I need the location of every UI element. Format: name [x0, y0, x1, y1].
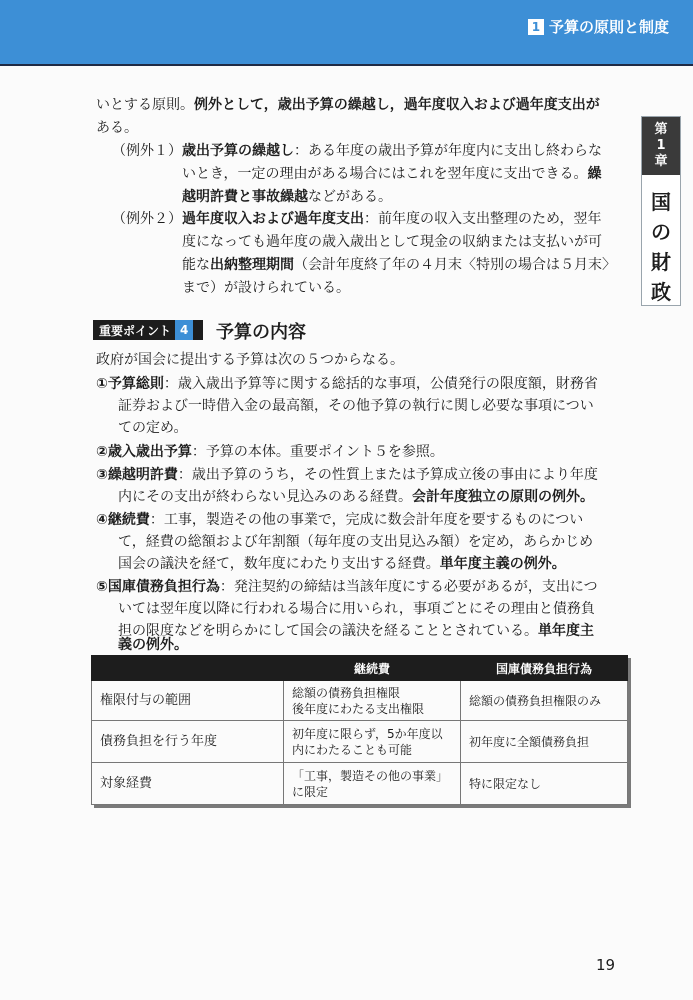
table-header-cell: 国庫債務負担行為 — [461, 656, 628, 681]
table-row — [92, 681, 628, 721]
budget-item-line — [118, 622, 594, 640]
key-point-arrow-icon — [193, 320, 203, 340]
chapter-title — [642, 175, 680, 307]
key-point-label: 重要ポイント — [99, 323, 172, 338]
table-row-label: 債務負担を行う年度 — [92, 721, 284, 763]
exception-emphasis: 越明許費と事故繰越 — [182, 189, 308, 205]
exception-term: 歳出予算の繰越し — [182, 143, 294, 159]
budget-item-emphasis: 単年度主 — [538, 623, 594, 639]
budget-item-text: 国会の議決を経て，数年度にわたり支出する経費。 — [118, 556, 440, 572]
comparison-table — [91, 655, 628, 805]
budget-item-term: ②歳入歳出予算 — [96, 444, 192, 460]
chapter-title-char: の — [651, 220, 671, 244]
exception-text: （会計年度終了年の４月末〈特別の場合は５月末〉 — [294, 257, 616, 273]
table-cell-text: 内にわたることも可能 — [292, 742, 413, 757]
budget-item-text: ：発注契約の締結は当該年度にする必要があるが，支出につ — [219, 579, 598, 595]
table-cell — [284, 721, 461, 763]
budget-item-line: 証券および一時借入金の最高額，その他予算の執行に関し必要な事項につい — [118, 398, 594, 414]
budget-item-text: ：歳入歳出予算等に関する総括的な事項，公債発行の限度額，財務省 — [163, 376, 598, 392]
chapter-number-label — [642, 117, 680, 175]
running-header — [528, 16, 669, 37]
budget-item-line — [118, 488, 594, 506]
budget-intro: 政府が国会に提出する予算は次の５つからなる。 — [96, 352, 404, 368]
budget-item-term: ③繰越明許費 — [96, 467, 178, 483]
section-title: 予算の原則と制度 — [548, 18, 669, 36]
table-row-label: 対象経費 — [92, 763, 284, 805]
table-header-cell — [92, 656, 284, 681]
chapter-title-char: 国 — [651, 190, 671, 214]
exception-label: （例外２） — [112, 211, 182, 227]
budget-item-line: いては翌年度以降に行われる場合に用いられ，事項ごとにその理由と債務負 — [118, 601, 595, 617]
chapter-tab[interactable] — [641, 116, 681, 306]
budget-item-line — [96, 443, 444, 461]
exception-line: 度になっても過年度の歳入歳出として現金の収納または支払いが可 — [182, 234, 602, 250]
table-cell: 総額の債務負担権限のみ — [461, 681, 628, 721]
exception-term: 過年度収入および過年度支出 — [182, 211, 364, 227]
key-point-title: 予算の内容 — [216, 322, 306, 343]
budget-item-text: ：歳出予算のうち，その性質上または予算成立後の事由により年度 — [177, 467, 598, 483]
key-point-number: 4 — [175, 320, 193, 340]
header-rule — [0, 64, 693, 66]
table-header-cell: 継続費 — [284, 656, 461, 681]
exception-line — [182, 256, 616, 274]
table-cell-text: 総額の債務負担権限 — [292, 685, 401, 700]
budget-item-term: ④継続費 — [96, 512, 150, 528]
budget-item-line — [118, 555, 566, 573]
exception-emphasis: 出納整理期間 — [210, 257, 294, 273]
budget-item-text: 内にその支出が終わらない見込みのある経費。 — [118, 489, 412, 505]
budget-item-line: て，経費の総額および年割額（毎年度の支出見込み額）を定め，あらかじめ — [118, 534, 594, 550]
table-cell: 初年度に全額債務負担 — [461, 721, 628, 763]
exception-text: いとき，一定の理由がある場合にはこれを翌年度に支出できる。 — [182, 166, 588, 182]
table-cell-text: 後年度にわたる支出権限 — [292, 701, 425, 716]
table-cell-text: 初年度に限らず，5か年度以 — [292, 726, 443, 741]
exception-line — [182, 142, 602, 160]
budget-item-text: ：予算の本体。重要ポイント５を参照。 — [191, 444, 444, 460]
budget-item-emphasis: 義の例外。 — [118, 637, 188, 653]
exception-line — [182, 165, 601, 183]
budget-item-line-final — [118, 636, 188, 654]
table-cell — [284, 681, 461, 721]
budget-item-text: ：工事，製造その他の事業で，完成に数会計年度を要するものについ — [149, 512, 584, 528]
budget-item-emphasis: 会計年度独立の原則の例外。 — [412, 489, 594, 505]
budget-item-line — [96, 511, 583, 529]
section-number: 1 — [528, 19, 544, 35]
table-row — [92, 763, 628, 805]
budget-item-term: ①予算総則 — [96, 376, 164, 392]
budget-item-term: ⑤国庫債務負担行為 — [96, 579, 220, 595]
exception-text: などがある。 — [308, 189, 392, 205]
exception-text: ：ある年度の歳出予算が年度内に支出し終わらな — [294, 143, 602, 159]
exception-label: （例外１） — [112, 143, 182, 159]
exception-line — [182, 210, 601, 228]
intro-line — [96, 96, 600, 114]
budget-item-text: 担の限度などを明らかにして国会の議決を経ることとされている。 — [118, 623, 538, 639]
table-header-row — [92, 656, 628, 681]
exception-text: 能な — [182, 257, 210, 273]
intro-line: ある。 — [96, 120, 138, 136]
budget-item-line — [96, 578, 598, 596]
budget-item-line — [96, 375, 598, 393]
intro-text: いとする原則。 — [96, 97, 194, 113]
budget-item-line: ての定め。 — [118, 420, 188, 436]
exception-line — [182, 188, 392, 206]
chapter-title-char: 財 — [651, 250, 671, 274]
table-cell-text: に限定 — [292, 784, 329, 799]
intro-emphasis: 例外として，歳出予算の繰越し，過年度収入および過年度支出が — [194, 97, 600, 113]
chapter-prefix: 第 — [654, 122, 668, 137]
chapter-title-char: 政 — [651, 280, 671, 304]
exception-text: ：前年度の収入支出整理のため，翌年 — [364, 211, 602, 227]
table-cell-text: 「工事，製造その他の事業」 — [292, 768, 449, 783]
table-row — [92, 721, 628, 763]
budget-item-emphasis: 単年度主義の例外。 — [439, 556, 566, 572]
chapter-suffix: 章 — [654, 154, 668, 169]
table-cell — [284, 763, 461, 805]
table-cell: 特に限定なし — [461, 763, 628, 805]
exception-emphasis: 繰 — [587, 166, 602, 182]
chapter-number: 1 — [656, 138, 666, 153]
budget-item-line — [96, 466, 598, 484]
exception-line: まで）が設けられている。 — [182, 280, 350, 296]
table-row-label: 権限付与の範囲 — [92, 681, 284, 721]
key-point-badge — [93, 320, 203, 340]
page-number: 19 — [596, 956, 616, 974]
